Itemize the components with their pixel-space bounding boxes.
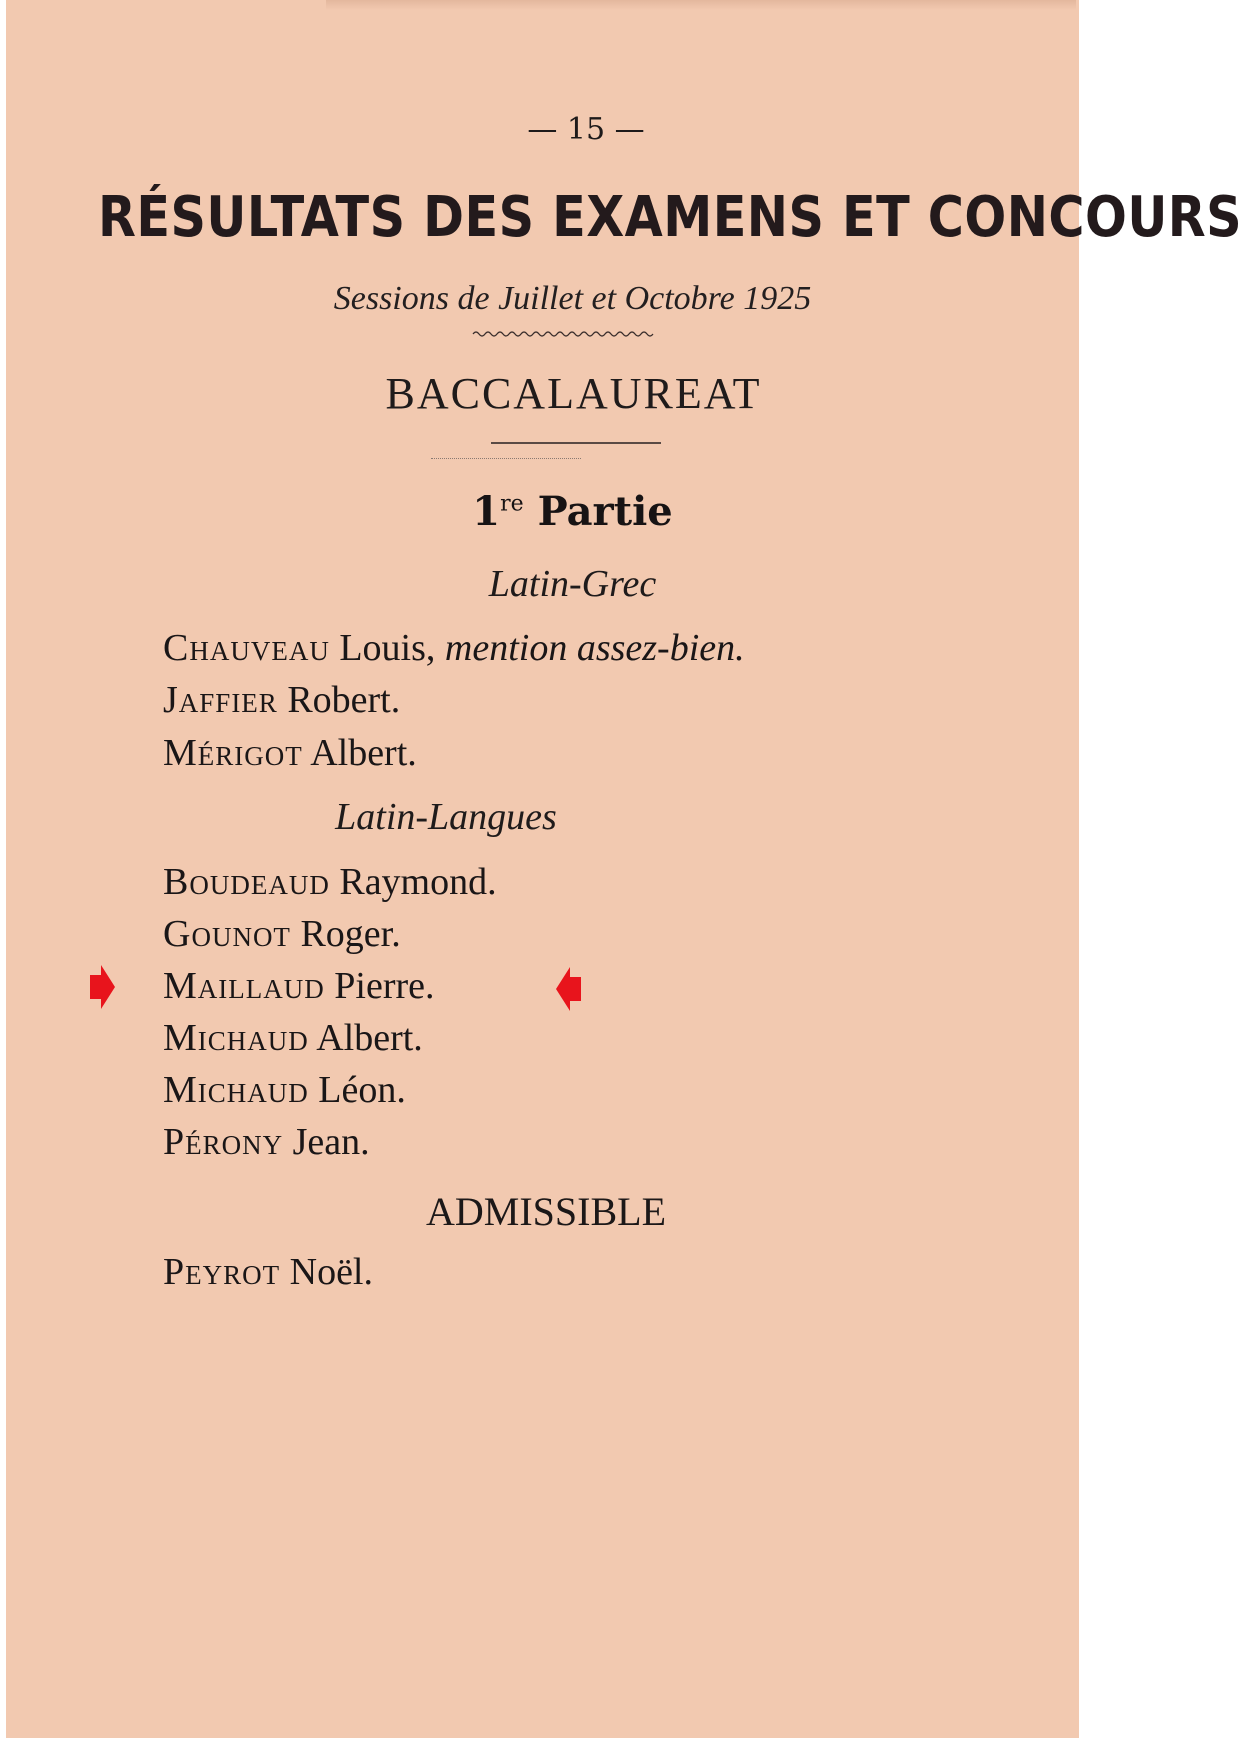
list-item bbox=[163, 1120, 370, 1164]
surname: Maillaud bbox=[163, 965, 325, 1007]
surname: Michaud bbox=[163, 1017, 309, 1059]
firstname: Robert. bbox=[287, 679, 401, 721]
list-item bbox=[163, 912, 401, 956]
list-item bbox=[163, 1250, 373, 1294]
surname: Jaffier bbox=[163, 679, 278, 721]
surname: Michaud bbox=[163, 1069, 309, 1111]
part-suffix: re bbox=[500, 491, 524, 517]
firstname: Raymond. bbox=[339, 861, 497, 903]
surname: Peyrot bbox=[163, 1251, 281, 1293]
part-heading bbox=[6, 488, 1139, 535]
firstname: Louis, bbox=[339, 627, 436, 669]
mention: mention assez-bien. bbox=[444, 627, 745, 669]
firstname: Albert. bbox=[310, 732, 417, 774]
list-item bbox=[163, 1016, 423, 1060]
part-number: 1 bbox=[472, 488, 501, 535]
wavy-divider bbox=[473, 330, 653, 338]
subsection-title: Latin-Grec bbox=[488, 563, 657, 605]
section-title: BACCALAUREAT bbox=[385, 369, 762, 418]
surname: Gounot bbox=[163, 913, 291, 955]
left-arrow-icon bbox=[554, 965, 584, 1013]
list-item bbox=[163, 1068, 406, 1112]
page-subtitle: Sessions de Juillet et Octobre 1925 bbox=[333, 280, 812, 317]
firstname: Noël. bbox=[289, 1251, 373, 1293]
divider-rule bbox=[491, 442, 661, 444]
firstname: Jean. bbox=[292, 1121, 370, 1163]
list-item bbox=[163, 626, 745, 670]
surname: Mérigot bbox=[163, 732, 303, 774]
firstname: Léon. bbox=[318, 1069, 406, 1111]
subsection-title: Latin-Langues bbox=[335, 796, 557, 838]
firstname: Roger. bbox=[300, 913, 401, 955]
firstname: Albert. bbox=[316, 1017, 423, 1059]
dotted-divider bbox=[431, 458, 581, 459]
list-item bbox=[163, 678, 400, 722]
firstname: Pierre. bbox=[334, 965, 435, 1007]
document-page bbox=[6, 0, 1242, 1738]
list-item bbox=[163, 964, 435, 1008]
right-arrow-icon bbox=[87, 963, 117, 1011]
page-title: RÉSULTATS DES EXAMENS ET CONCOURS bbox=[98, 185, 1242, 250]
surname: Boudeaud bbox=[163, 861, 330, 903]
page-edge-shadow bbox=[326, 0, 1076, 10]
surname: Pérony bbox=[163, 1121, 284, 1163]
list-item bbox=[163, 860, 497, 904]
admissible-title: ADMISSIBLE bbox=[425, 1189, 667, 1234]
page-number: — 15 — bbox=[527, 112, 645, 147]
part-label: Partie bbox=[537, 488, 673, 535]
surname: Chauveau bbox=[163, 627, 330, 669]
list-item bbox=[163, 731, 417, 775]
